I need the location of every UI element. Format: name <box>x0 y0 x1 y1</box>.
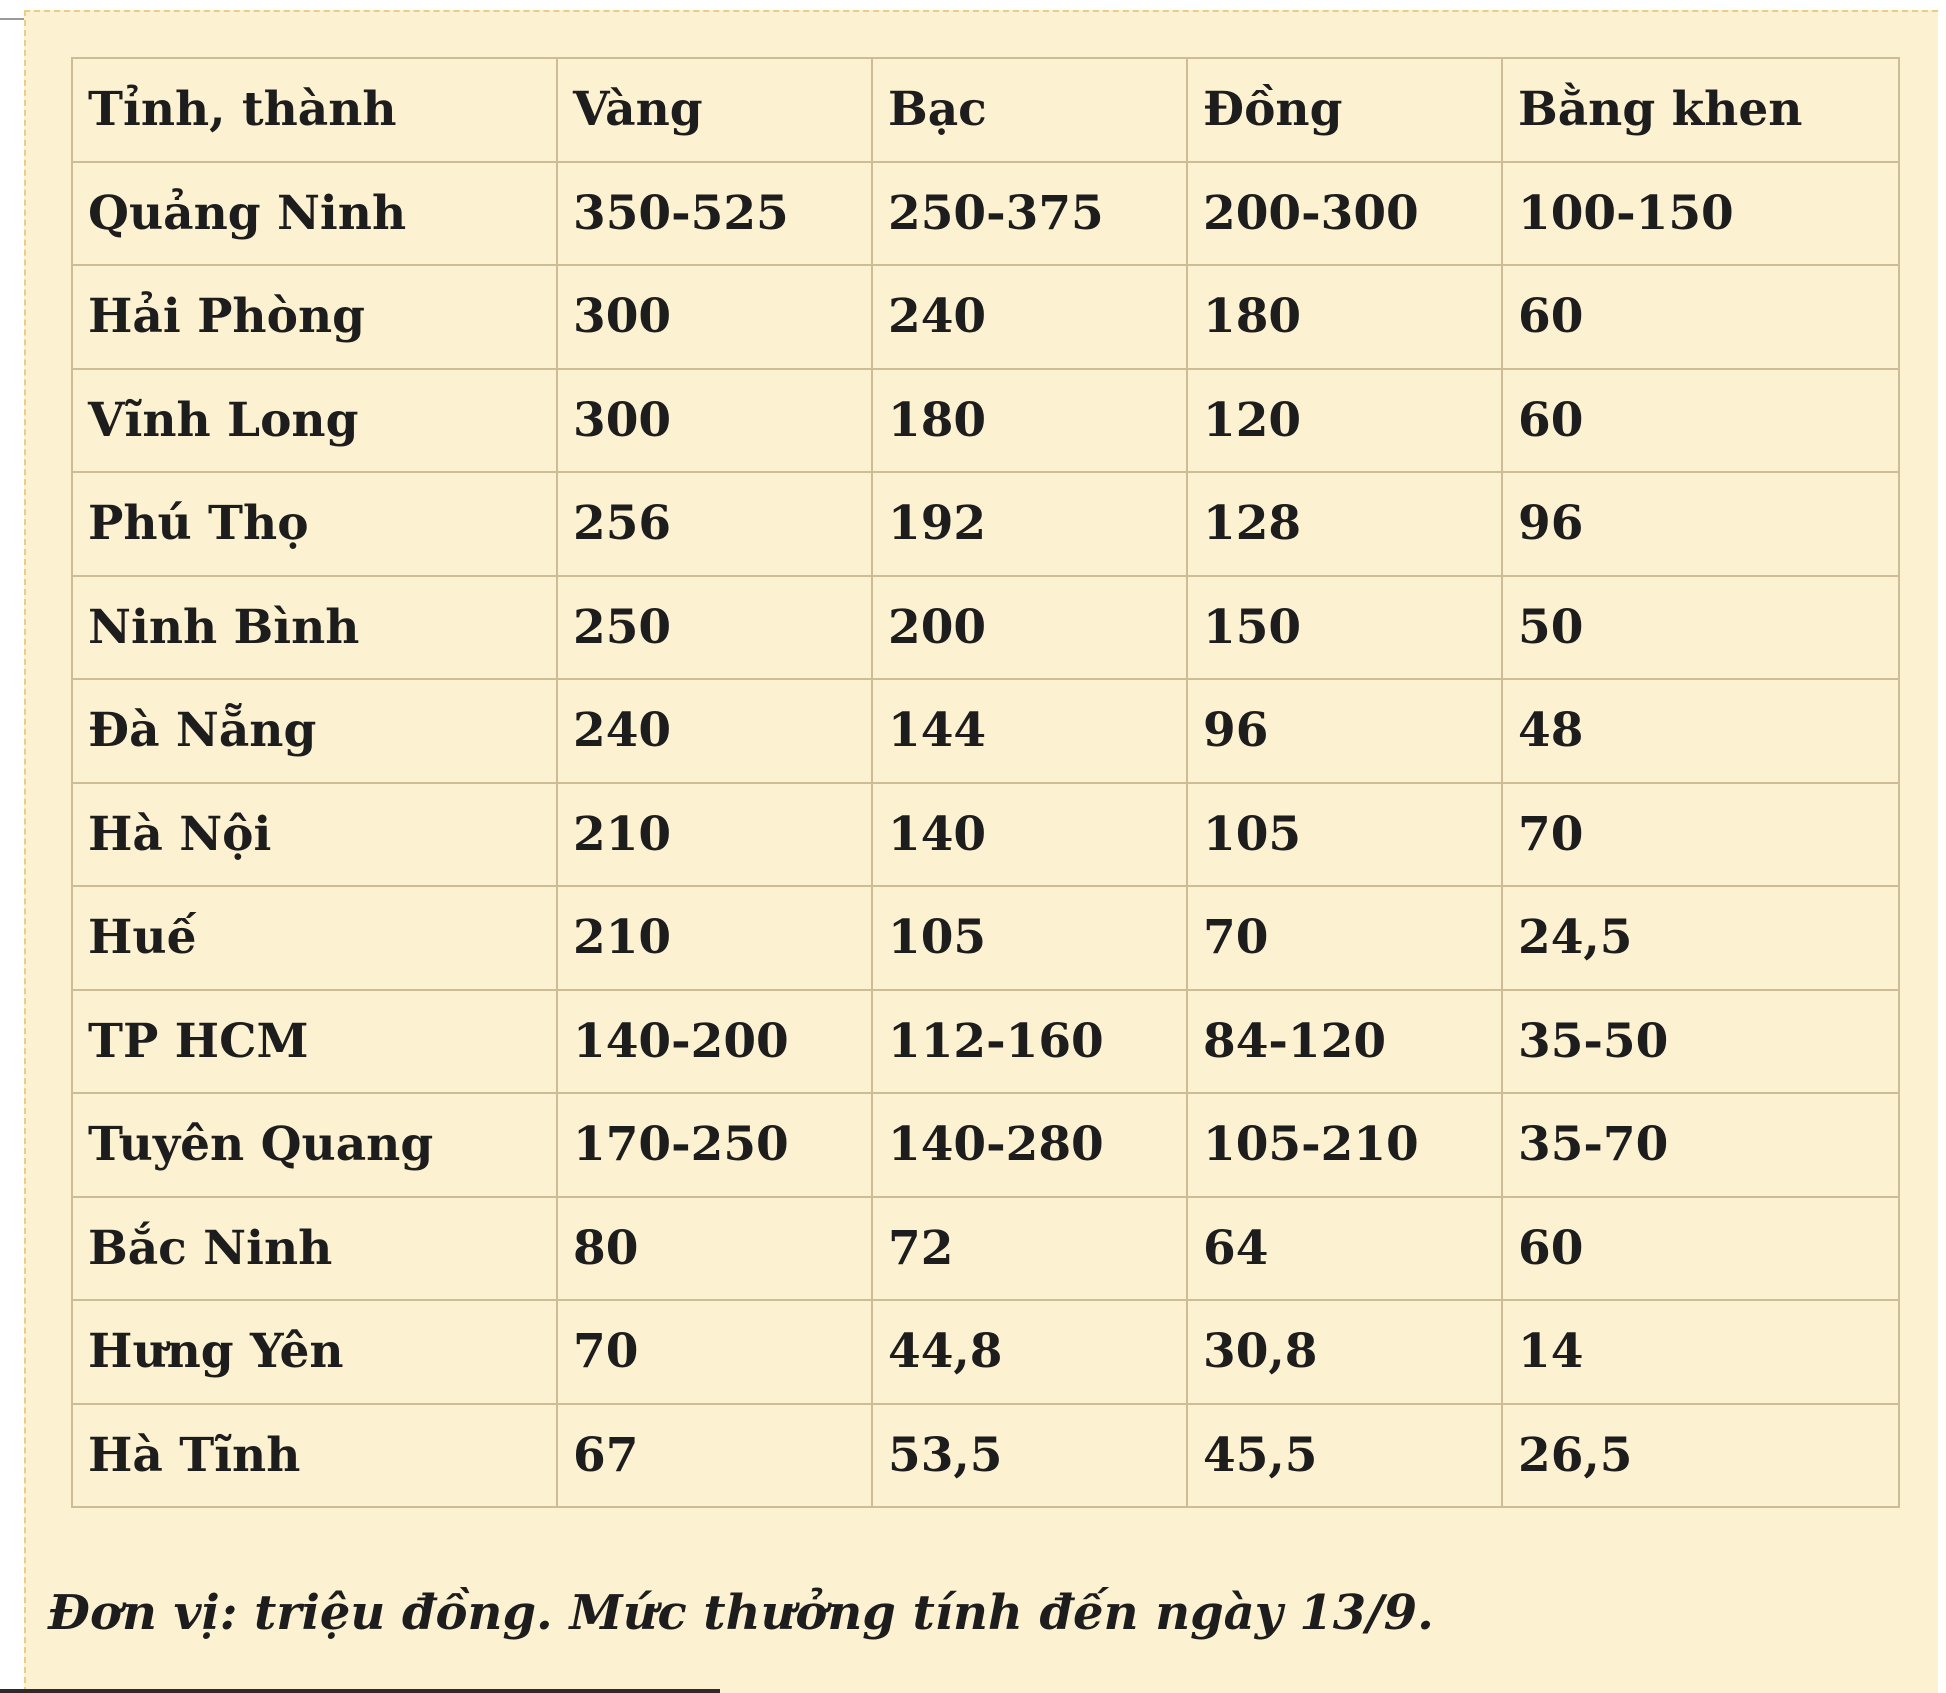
cell-silver: 144 <box>872 679 1187 783</box>
table-row <box>72 162 1899 266</box>
cell-certificate: 26,5 <box>1502 1404 1899 1508</box>
cell-province: Phú Thọ <box>72 472 557 576</box>
cell-gold: 350-525 <box>557 162 872 266</box>
cell-gold: 210 <box>557 886 872 990</box>
cell-silver: 53,5 <box>872 1404 1187 1508</box>
reward-table <box>71 57 1900 1508</box>
cell-gold: 300 <box>557 369 872 473</box>
table-row <box>72 679 1899 783</box>
cell-certificate: 24,5 <box>1502 886 1899 990</box>
header-certificate: Bằng khen <box>1502 58 1899 162</box>
cell-gold: 300 <box>557 265 872 369</box>
table-row <box>72 1404 1899 1508</box>
cell-silver: 180 <box>872 369 1187 473</box>
table-caption: Đơn vị: triệu đồng. Mức thưởng tính đến ngày 13/9. <box>48 1585 1434 1641</box>
table-row <box>72 886 1899 990</box>
cell-bronze: 105-210 <box>1187 1093 1502 1197</box>
cell-bronze: 70 <box>1187 886 1502 990</box>
cell-province: Bắc Ninh <box>72 1197 557 1301</box>
cell-province: Hà Nội <box>72 783 557 887</box>
cell-province: Quảng Ninh <box>72 162 557 266</box>
cell-silver: 105 <box>872 886 1187 990</box>
cell-silver: 140-280 <box>872 1093 1187 1197</box>
table-row <box>72 1093 1899 1197</box>
table-header-row <box>72 58 1899 162</box>
cell-certificate: 60 <box>1502 1197 1899 1301</box>
header-silver: Bạc <box>872 58 1187 162</box>
table-row <box>72 1300 1899 1404</box>
cell-certificate: 14 <box>1502 1300 1899 1404</box>
cell-gold: 240 <box>557 679 872 783</box>
table-row <box>72 783 1899 887</box>
cell-gold: 70 <box>557 1300 872 1404</box>
cell-province: Tuyên Quang <box>72 1093 557 1197</box>
cell-gold: 170-250 <box>557 1093 872 1197</box>
cell-certificate: 100-150 <box>1502 162 1899 266</box>
cell-silver: 44,8 <box>872 1300 1187 1404</box>
cell-certificate: 96 <box>1502 472 1899 576</box>
cell-bronze: 96 <box>1187 679 1502 783</box>
cell-bronze: 150 <box>1187 576 1502 680</box>
cell-province: TP HCM <box>72 990 557 1094</box>
cell-certificate: 60 <box>1502 265 1899 369</box>
table-container <box>71 57 1898 1508</box>
cell-bronze: 45,5 <box>1187 1404 1502 1508</box>
cell-bronze: 64 <box>1187 1197 1502 1301</box>
table-row <box>72 576 1899 680</box>
cell-province: Hà Tĩnh <box>72 1404 557 1508</box>
cell-certificate: 60 <box>1502 369 1899 473</box>
bottom-divider <box>0 1689 720 1693</box>
header-bronze: Đồng <box>1187 58 1502 162</box>
header-gold: Vàng <box>557 58 872 162</box>
reward-table-panel <box>24 10 1938 1693</box>
cell-silver: 112-160 <box>872 990 1187 1094</box>
cell-province: Đà Nẵng <box>72 679 557 783</box>
cell-province: Vĩnh Long <box>72 369 557 473</box>
table-row <box>72 265 1899 369</box>
cell-bronze: 30,8 <box>1187 1300 1502 1404</box>
cell-province: Hưng Yên <box>72 1300 557 1404</box>
cell-bronze: 84-120 <box>1187 990 1502 1094</box>
cell-province: Ninh Bình <box>72 576 557 680</box>
header-province: Tỉnh, thành <box>72 58 557 162</box>
cell-certificate: 35-50 <box>1502 990 1899 1094</box>
cell-province: Hải Phòng <box>72 265 557 369</box>
cell-bronze: 120 <box>1187 369 1502 473</box>
cell-bronze: 200-300 <box>1187 162 1502 266</box>
cell-silver: 240 <box>872 265 1187 369</box>
cell-bronze: 128 <box>1187 472 1502 576</box>
cell-gold: 67 <box>557 1404 872 1508</box>
cell-gold: 80 <box>557 1197 872 1301</box>
cell-certificate: 70 <box>1502 783 1899 887</box>
cell-gold: 140-200 <box>557 990 872 1094</box>
cell-silver: 140 <box>872 783 1187 887</box>
table-row <box>72 1197 1899 1301</box>
table-row <box>72 369 1899 473</box>
table-row <box>72 990 1899 1094</box>
cell-gold: 250 <box>557 576 872 680</box>
cell-certificate: 48 <box>1502 679 1899 783</box>
cell-silver: 200 <box>872 576 1187 680</box>
cell-silver: 72 <box>872 1197 1187 1301</box>
table-row <box>72 472 1899 576</box>
cell-bronze: 105 <box>1187 783 1502 887</box>
cell-province: Huế <box>72 886 557 990</box>
cell-silver: 192 <box>872 472 1187 576</box>
cell-certificate: 35-70 <box>1502 1093 1899 1197</box>
cell-gold: 256 <box>557 472 872 576</box>
cell-gold: 210 <box>557 783 872 887</box>
cell-silver: 250-375 <box>872 162 1187 266</box>
cell-certificate: 50 <box>1502 576 1899 680</box>
cell-bronze: 180 <box>1187 265 1502 369</box>
